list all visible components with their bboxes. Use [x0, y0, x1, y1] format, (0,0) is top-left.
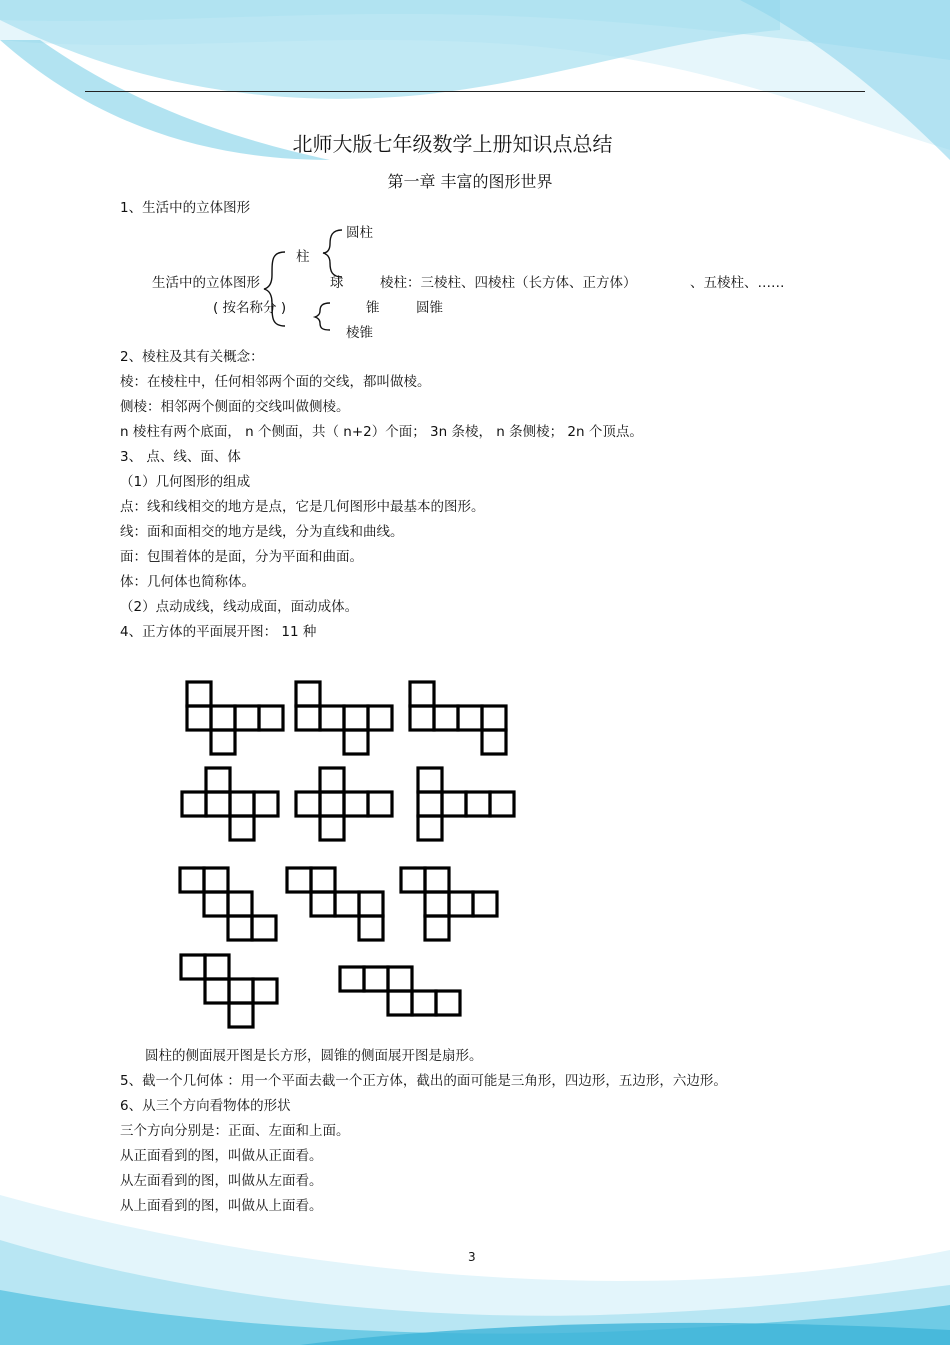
cube-net-square	[230, 792, 254, 816]
cube-net-square	[182, 792, 206, 816]
section4-heading: 4、正方体的平面展开图： 11 种	[120, 624, 317, 640]
section3-sub2: （2）点动成线，线动成面，面动成体。	[120, 599, 359, 615]
tree-cylinder: 圆柱	[346, 225, 373, 241]
cube-net-square	[482, 706, 506, 730]
cube-net-square	[296, 682, 320, 706]
cube-net-square	[211, 706, 235, 730]
cube-net-square	[425, 916, 449, 940]
cube-net-4	[182, 768, 278, 840]
cube-net-square	[401, 868, 425, 892]
cube-net-7	[180, 868, 276, 940]
cube-nets-figure	[170, 670, 520, 1040]
cube-net-square	[181, 955, 205, 979]
cube-net-square	[335, 892, 359, 916]
tree-prism: 棱柱：三棱柱、四棱柱（长方体、正方体）	[380, 275, 637, 291]
cube-net-square	[206, 768, 230, 792]
cube-net-square	[187, 682, 211, 706]
cube-net-square	[410, 682, 434, 706]
point-definition: 点：线和线相交的地方是点，它是几何图形中最基本的图形。	[120, 499, 485, 515]
cube-net-square	[442, 792, 466, 816]
cube-net-square	[230, 816, 254, 840]
cube-net-square	[320, 816, 344, 840]
cube-net-square	[412, 991, 436, 1015]
cube-net-square	[340, 967, 364, 991]
section2-heading: 2、棱柱及其有关概念：	[120, 349, 264, 365]
cube-net-square	[434, 706, 458, 730]
n-prism-properties: n 棱柱有两个底面， n 个侧面，共（ n+2）个面； 3n 条棱， n 条侧棱； 2n 个顶点。	[120, 424, 643, 440]
cube-net-square	[482, 730, 506, 754]
cube-net-square	[425, 892, 449, 916]
cube-net-square	[311, 868, 335, 892]
cube-net-square	[359, 892, 383, 916]
section1-heading: 1、生活中的立体图形	[120, 200, 251, 216]
section3-sub1: （1）几何图形的组成	[120, 474, 251, 490]
cube-net-1	[187, 682, 283, 754]
cube-net-square	[204, 892, 228, 916]
cube-net-square	[473, 892, 497, 916]
tree-braces	[0, 0, 950, 360]
cube-net-square	[252, 916, 276, 940]
cube-net-11	[340, 967, 460, 1015]
left-view-line: 从左面看到的图，叫做从左面看。	[120, 1173, 323, 1189]
cube-net-square	[187, 706, 211, 730]
cube-net-square	[296, 706, 320, 730]
cube-net-square	[388, 967, 412, 991]
page-title: 北师大版七年级数学上册知识点总结	[292, 132, 613, 156]
cube-net-square	[364, 967, 388, 991]
cube-net-square	[410, 706, 434, 730]
cube-net-6	[418, 768, 514, 840]
cube-net-square	[458, 706, 482, 730]
section6-heading: 6、从三个方向看物体的形状	[120, 1098, 291, 1114]
cube-net-square	[320, 768, 344, 792]
cube-net-9	[401, 868, 497, 940]
lateral-edge-definition: 侧棱：相邻两个侧面的交线叫做侧棱。	[120, 399, 350, 415]
cube-net-square	[205, 979, 229, 1003]
cube-net-5	[296, 768, 392, 840]
cube-net-square	[368, 792, 392, 816]
cube-net-square	[418, 768, 442, 792]
cube-net-square	[205, 955, 229, 979]
top-view-line: 从上面看到的图，叫做从上面看。	[120, 1198, 323, 1214]
cube-net-square	[425, 868, 449, 892]
cube-net-square	[418, 792, 442, 816]
cube-net-square	[296, 792, 320, 816]
body-definition: 体：几何体也简称体。	[120, 574, 255, 590]
cube-net-square	[368, 706, 392, 730]
cube-net-10	[181, 955, 277, 1027]
cube-net-square	[229, 1003, 253, 1027]
tree-prism-more: 、五棱柱、……	[690, 275, 785, 291]
tree-cone-category: 锥	[366, 300, 380, 316]
cube-net-square	[287, 868, 311, 892]
tree-prism-category: 柱	[296, 249, 310, 265]
tree-sphere: 球	[330, 275, 344, 291]
line-definition: 线：面和面相交的地方是线，分为直线和曲线。	[120, 524, 404, 540]
cube-net-8	[287, 868, 383, 940]
cube-net-square	[436, 991, 460, 1015]
cube-net-square	[418, 816, 442, 840]
cube-net-square	[228, 916, 252, 940]
chapter-title: 第一章 丰富的图形世界	[387, 172, 553, 191]
cube-net-square	[253, 979, 277, 1003]
cube-net-square	[235, 706, 259, 730]
cube-net-square	[211, 730, 235, 754]
three-views-line: 三个方向分别是：正面、左面和上面。	[120, 1123, 350, 1139]
cube-net-square	[228, 892, 252, 916]
cube-net-square	[254, 792, 278, 816]
tree-cone: 圆锥	[416, 300, 443, 316]
cube-net-square	[180, 868, 204, 892]
cube-net-square	[490, 792, 514, 816]
cube-net-square	[320, 706, 344, 730]
cube-net-square	[466, 792, 490, 816]
face-definition: 面：包围着体的是面，分为平面和曲面。	[120, 549, 363, 565]
cube-net-square	[449, 892, 473, 916]
front-view-line: 从正面看到的图，叫做从正面看。	[120, 1148, 323, 1164]
edge-definition: 棱：在棱柱中，任何相邻两个面的交线，都叫做棱。	[120, 374, 431, 390]
cylinder-cone-note: 圆柱的侧面展开图是长方形，圆锥的侧面展开图是扇形。	[145, 1048, 483, 1064]
cube-net-square	[359, 916, 383, 940]
tree-root: 生活中的立体图形	[152, 275, 260, 291]
cube-net-square	[344, 730, 368, 754]
section3-heading: 3、 点、线、面、体	[120, 449, 241, 465]
cube-net-square	[259, 706, 283, 730]
tree-pyramid: 棱锥	[346, 325, 373, 341]
cube-net-square	[344, 706, 368, 730]
cube-net-2	[296, 682, 392, 754]
cube-net-square	[344, 792, 368, 816]
section5-line: 5、截一个几何体 ：用一个平面去截一个正方体，截出的面可能是三角形，四边形，五边形，六边形。	[120, 1073, 727, 1089]
cube-net-3	[410, 682, 506, 754]
cube-net-square	[311, 892, 335, 916]
page-number: 3	[468, 1250, 476, 1264]
cube-net-square	[204, 868, 228, 892]
cube-net-square	[388, 991, 412, 1015]
cube-net-square	[229, 979, 253, 1003]
cube-net-square	[206, 792, 230, 816]
cube-net-square	[320, 792, 344, 816]
tree-root-note: ( 按名称分 )	[213, 300, 287, 316]
